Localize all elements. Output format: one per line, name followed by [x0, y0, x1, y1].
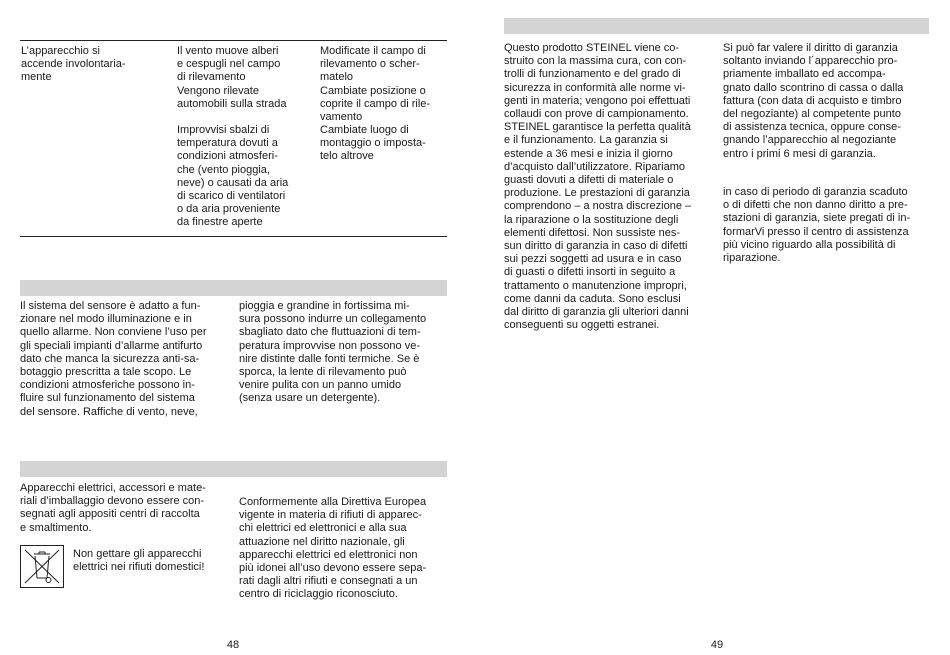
page-number: 48: [226, 639, 240, 651]
operation-text-col1: Il sistema del sensore è adatto a fun- zionare nel modo illuminazione e in quello allarme. Non conviene l’uso per gli speciali impianti d’allarme antifurto dato che manca la sicurezza anti-sa- botaggio prescritta a tale scopo. Le condizioni atmosferiche possono in- fluire sul funzionamento del sistema del sensore. Raffiche di vento, neve,: [20, 300, 207, 418]
table-cell-solution: Modificate il campo di rilevamento o scher- matelo Cambiate posizione o coprite il campo di rile- vamento: [320, 45, 431, 124]
disposal-icon-note: Non gettare gli apparecchi elettrici nei rifiuti domestici!: [73, 548, 205, 574]
table-cell-solution: Cambiate luogo di montaggio o imposta- telo altrove: [320, 124, 426, 163]
page-number: 49: [710, 639, 724, 651]
section-heading-bar: [20, 461, 447, 477]
table-cell-problem: L’apparecchio si accende involontaria- mente: [21, 45, 126, 84]
table-top-rule: [20, 40, 447, 41]
table-cell-cause: Improvvisi sbalzi di temperatura dovuti a condizioni atmosferi- che (vento pioggia, neve) o causati da aria di scarico di ventilatori o da aria proveniente da finestre aperte: [177, 124, 289, 229]
disposal-text-col1: Apparecchi elettrici, accessori e mate- riali d’imballaggio devono essere con- segnati agli appositi centri di raccolta e smaltimento.: [20, 482, 206, 534]
warranty-text-col2-p1: Si può far valere il diritto di garanzia soltanto inviando l´apparecchio pro- priamente imballato ed accompa- gnato dallo scontrino di cassa o dalla fattura (con data di acquisto e timbro del negoziante) al competente punto di assistenza tecnica, oppure conse- gnando l’apparecchio al negoziante entro i primi 6 mesi di garanzia.: [723, 42, 904, 160]
operation-text-col2: pioggia e grandine in fortissima mi- sura possono indurre un collegamento sbagliato dato che fluttuazioni di tem- peratura improvvise non possono ve- nire distinte dalle fonti termiche. Se è sporca, la lente di rilevamento può venire pulita con un panno umido (senza usare un detergente).: [239, 300, 427, 405]
table-cell-cause: Il vento muove alberi e cespugli nel campo di rilevamento Vengono rilevate automobili sulla strada: [177, 45, 287, 110]
disposal-text-col2: Conformemente alla Direttiva Europea vigente in materia di rifiuti di apparec- chi elettrici ed elettronici e alla sua attuazione nel diritto nazionale, gli apparecchi elettrici ed elettronici non più idonei all’uso devono essere sepa- rati dagli altri rifiuti e consegnati a un centro di riciclaggio riconosciuto.: [239, 496, 427, 601]
table-bottom-rule: [20, 236, 447, 237]
crossed-out-wheelie-bin-icon: [20, 545, 64, 588]
warranty-text-col1: Questo prodotto STEINEL viene co- struito con la massima cura, con con- trolli di funzionamento e del grado di sicurezza in conformità alle norme vi- genti in materia; vengono poi effettuati collaudi con prove di campionamento. STEINEL garantisce la perfetta qualità e il funzionamento. La garanzia si estende a 36 mesi e inizia il giorno d’acquisto dall’utilizzatore. Ripariamo guasti dovuti a difetti di materiale o produzione. Le prestazioni di garanzia comprendono – a nostra discrezione – la riparazione o la sostituzione degli elementi difettosi. Non sussiste nes- sun diritto di garanzia in caso di difetti sui pezzi soggetti ad usura e in caso di guasti o difetti insorti in seguito a trattamento o manutenzione impropri, come danni da caduta. Sono esclusi dal diritto di garanzia gli ulteriori danni conseguenti su oggetti estranei.: [504, 42, 692, 332]
warranty-text-col2-p2: in caso di periodo di garanzia scaduto o di difetti che non danno diritto a pre- stazioni di garanzia, siete pregati di in- formarVi presso il centro di assistenza più vicino riguardo alla possibilità di riparazione.: [723, 186, 911, 265]
section-heading-bar: [504, 18, 929, 34]
section-heading-bar: [20, 280, 447, 296]
